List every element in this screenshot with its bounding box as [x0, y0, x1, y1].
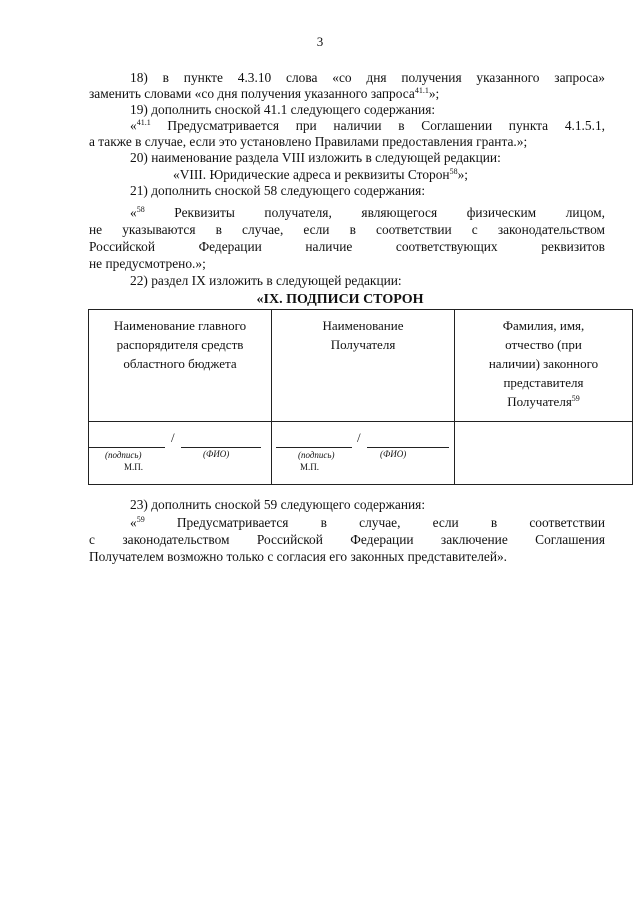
signature-table — [88, 309, 633, 485]
signature-cell-representative — [455, 422, 633, 485]
signature-cell-distributor — [89, 422, 272, 485]
header-cell-recipient: Наименование Получателя — [272, 310, 455, 422]
item-19-line-1: 19) дополнить сноской 41.1 следующего содержания: — [130, 102, 436, 117]
header-cell-representative: Фамилия, имя, отчество (при наличии) законного представителя Получателя$^{59}$ — [455, 310, 633, 422]
fio-caption: (ФИО) — [203, 449, 230, 459]
item-21-line-3: не указываются в случае, если в соответствии с законодательством — [89, 222, 605, 237]
footnote-ref: 41.1 — [414, 86, 429, 95]
footnote-ref: 59 — [571, 394, 580, 403]
header-cell-distributor: Наименование главного распорядителя средств областного бюджета — [89, 310, 272, 422]
signature-caption: (подпись) — [105, 450, 142, 460]
separator: / — [171, 430, 175, 445]
footnote-ref: 59 — [136, 515, 145, 524]
signature-cell-recipient — [272, 422, 455, 485]
item-21-line-1: 21) дополнить сноской 58 следующего содержания: — [130, 183, 426, 198]
name-line — [181, 437, 261, 448]
footnote-ref: 58 — [136, 205, 145, 214]
item-19-line-2: «$^{41.1}$ Предусматривается при наличии в Соглашении пункта 4.1.5.1, — [130, 118, 605, 133]
item-18-line-1: 18) в пункте 4.3.10 слова «со дня получения указанного запроса» — [130, 70, 605, 85]
signature-line — [89, 437, 165, 448]
item-21-line-5: не предусмотрено.»; — [89, 256, 206, 271]
item-19-line-3: а также в случае, если это установлено Правилами предоставления гранта.»; — [89, 134, 528, 149]
section-title: «IX. ПОДПИСИ СТОРОН — [256, 292, 424, 307]
footnote-ref: 58 — [449, 167, 458, 176]
name-line — [367, 437, 449, 448]
table-header-row — [89, 310, 633, 422]
item-23-line-4: Получателем возможно только с согласия его законных представителей». — [89, 549, 508, 564]
footnote-ref: 41.1 — [136, 118, 151, 127]
item-21-line-4: Российской Федерации наличие соответствующих реквизитов — [89, 239, 605, 254]
item-20-line-2: «VIII. Юридические адреса и реквизиты Сторон$^{58}$»; — [173, 167, 468, 182]
signature-caption: (подпись) — [298, 450, 335, 460]
item-23-line-1: 23) дополнить сноской 59 следующего содержания: — [130, 497, 426, 512]
item-18-line-2: заменить словами «со дня получения указанного запроса$^{41.1}$»; — [89, 86, 440, 101]
fio-caption: (ФИО) — [380, 449, 407, 459]
page-number: 3 — [316, 34, 324, 49]
table-signature-row — [89, 422, 633, 485]
stamp-label: М.П. — [300, 462, 320, 472]
item-20-line-1: 20) наименование раздела VIII изложить в следующей редакции: — [130, 150, 501, 165]
item-23-line-3: с законодательством Российской Федерации заключение Соглашения — [89, 532, 605, 547]
item-22-line-1: 22) раздел IX изложить в следующей редакции: — [130, 273, 402, 288]
stamp-label: М.П. — [124, 462, 144, 472]
signature-line — [276, 437, 352, 448]
item-23-line-2: «$^{59}$ Предусматривается в случае, если в соответствии — [130, 515, 605, 530]
item-21-line-2: «$^{58}$ Реквизиты получателя, являющегося физическим лицом, — [130, 205, 605, 220]
separator: / — [357, 430, 361, 445]
